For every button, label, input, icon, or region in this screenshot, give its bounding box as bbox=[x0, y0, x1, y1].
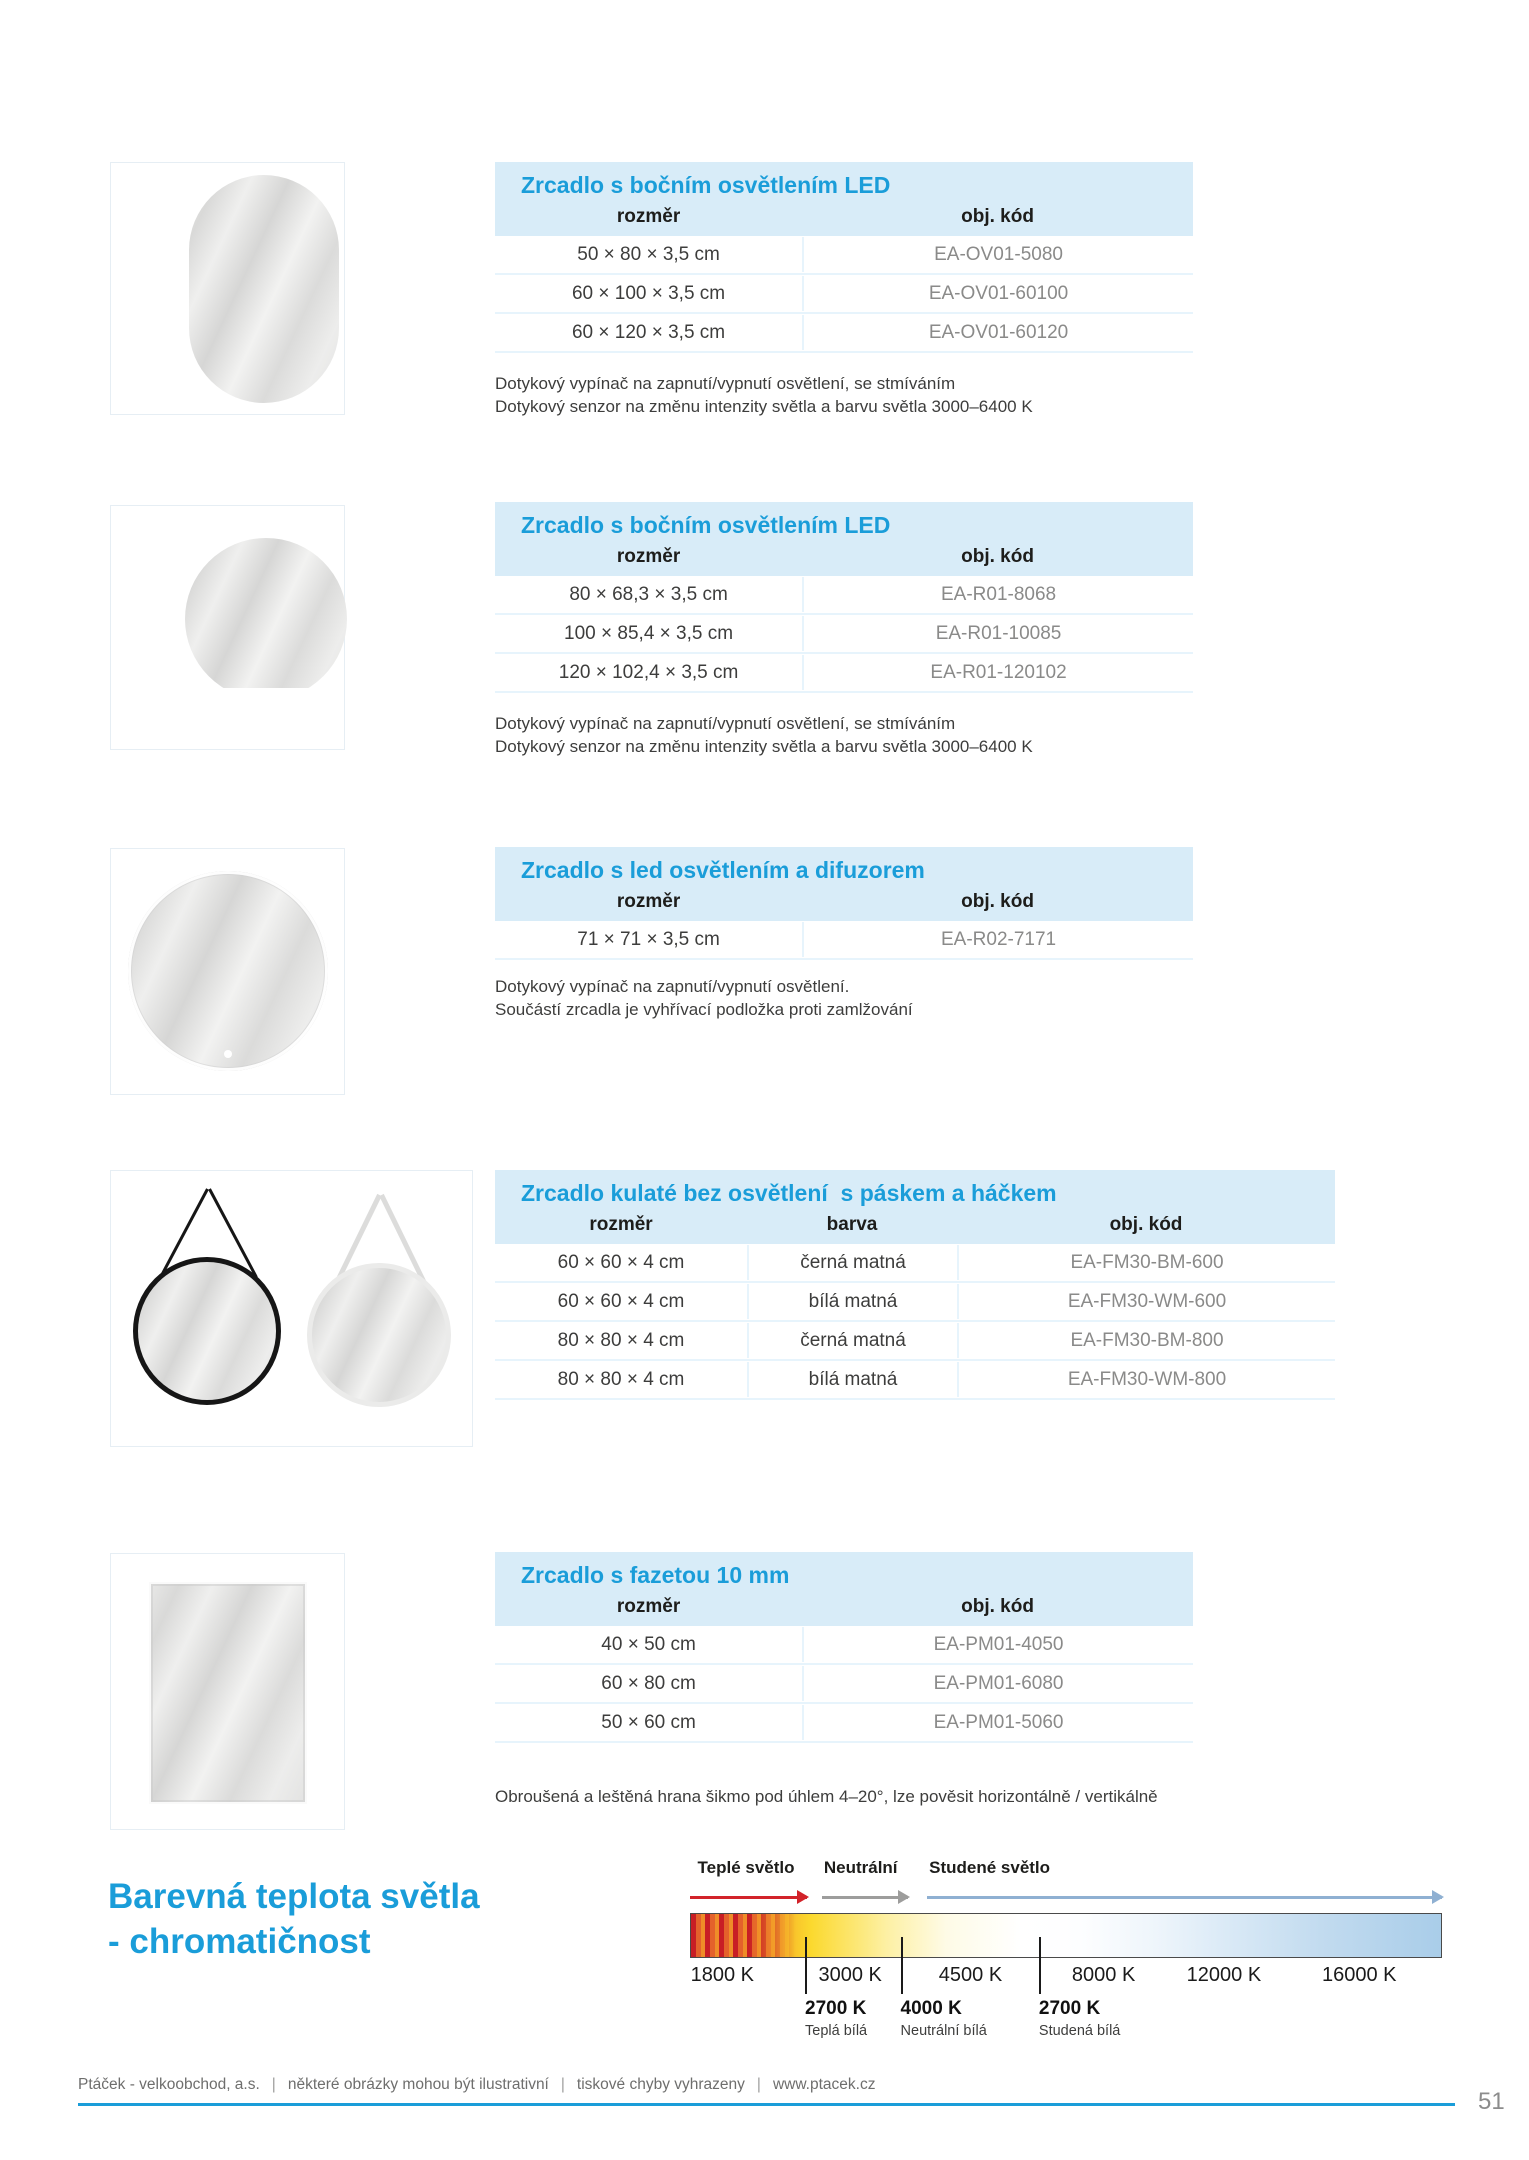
column-header-objkod: obj. kód bbox=[961, 1596, 1034, 1617]
touch-sensor-dot bbox=[224, 1050, 232, 1058]
code-cell: EA-PM01-4050 bbox=[802, 1627, 1193, 1662]
dimension-cell: 100 × 85,4 × 3,5 cm bbox=[564, 623, 734, 644]
code-cell: EA-PM01-5060 bbox=[802, 1705, 1193, 1740]
tick-sublabel: Studená bílá bbox=[1038, 2023, 1121, 2039]
product-photo-oval-mirror bbox=[110, 162, 345, 415]
table-row bbox=[495, 1665, 1193, 1704]
tick-4000k bbox=[901, 1937, 903, 1994]
product-photo-round-mirror bbox=[110, 848, 345, 1095]
tick-sublabel: Teplá bílá bbox=[805, 2023, 868, 2039]
dimension-cell: 60 × 60 × 4 cm bbox=[557, 1291, 685, 1312]
tick-value: 4000 K bbox=[900, 1998, 962, 2019]
zone-label-warm: Teplé světlo bbox=[697, 1858, 795, 1877]
heading-line-1: Barevná teplota světla bbox=[108, 1877, 480, 1916]
table-header-band bbox=[495, 1552, 1193, 1626]
table-row bbox=[495, 1361, 1335, 1400]
table-row bbox=[495, 576, 1193, 615]
color-temperature-scale bbox=[690, 1852, 1442, 2047]
product-table-2 bbox=[495, 502, 1193, 693]
column-header-rozmer: rozměr bbox=[616, 891, 681, 912]
product-title: Zrcadlo s fazetou 10 mm bbox=[521, 1562, 790, 1588]
product-note: Dotykový senzor na změnu intenzity světla a barvu světla 3000–6400 K bbox=[495, 737, 1033, 756]
code-cell: EA-FM30-WM-600 bbox=[957, 1284, 1335, 1319]
dimension-cell: 60 × 100 × 3,5 cm bbox=[571, 283, 726, 304]
product-title: Zrcadlo s led osvětlením a difuzorem bbox=[521, 857, 925, 883]
tick-sublabel: Neutrální bílá bbox=[900, 2023, 987, 2039]
product-note: Dotykový vypínač na zapnutí/vypnutí osvětlení, se stmíváním bbox=[495, 374, 956, 393]
product-note: Dotykový senzor na změnu intenzity světla a barvu světla 3000–6400 K bbox=[495, 397, 1033, 416]
table-row bbox=[495, 275, 1193, 314]
cold-arrow bbox=[927, 1896, 1442, 1899]
dimension-cell: 60 × 60 × 4 cm bbox=[557, 1252, 685, 1273]
code-cell: EA-FM30-BM-800 bbox=[957, 1323, 1335, 1358]
footer-company: Ptáček - velkoobchod, a.s. bbox=[78, 2076, 260, 2093]
column-header-rozmer: rozměr bbox=[589, 1214, 653, 1235]
column-header-objkod: obj. kód bbox=[961, 891, 1034, 912]
dimension-cell: 120 × 102,4 × 3,5 cm bbox=[558, 662, 739, 683]
product-table-4 bbox=[495, 1170, 1335, 1400]
footer-disclaimer-2: tiskové chyby vyhrazeny bbox=[576, 2076, 745, 2093]
semicircle-mirror-shape bbox=[185, 538, 347, 688]
code-cell: EA-OV01-60100 bbox=[802, 276, 1193, 311]
column-header-objkod: obj. kód bbox=[1109, 1214, 1183, 1235]
footer-separator bbox=[549, 2076, 577, 2093]
table-header-band bbox=[495, 502, 1193, 576]
code-cell: EA-R01-10085 bbox=[802, 616, 1193, 651]
scale-label: 16000 K bbox=[1322, 1964, 1397, 1986]
table-row bbox=[495, 921, 1193, 960]
product-title: Zrcadlo s bočním osvětlením LED bbox=[521, 512, 891, 538]
code-cell: EA-PM01-6080 bbox=[802, 1666, 1193, 1701]
code-cell: EA-R01-8068 bbox=[802, 577, 1193, 612]
footer bbox=[78, 2076, 875, 2094]
footer-website: www.ptacek.cz bbox=[772, 2076, 876, 2093]
code-cell: EA-FM30-BM-600 bbox=[957, 1245, 1335, 1280]
tick-value: 2700 K bbox=[1038, 1998, 1101, 2019]
product-photo-strap-mirrors bbox=[110, 1170, 473, 1447]
table-header-band bbox=[495, 847, 1193, 921]
column-header-rozmer: rozměr bbox=[616, 1596, 681, 1617]
column-header-objkod: obj. kód bbox=[961, 206, 1034, 227]
table-header-band bbox=[495, 1170, 1335, 1244]
temperature-gradient-bar bbox=[690, 1913, 1442, 1958]
table-row bbox=[495, 1283, 1335, 1322]
warm-arrow bbox=[690, 1896, 807, 1899]
product-notes bbox=[495, 372, 1033, 418]
dimension-cell: 80 × 80 × 4 cm bbox=[557, 1369, 685, 1390]
column-header-objkod: obj. kód bbox=[961, 546, 1034, 567]
product-notes bbox=[495, 975, 913, 1021]
color-cell: bílá matná bbox=[747, 1362, 957, 1397]
product-photo-rectangular-mirror bbox=[110, 1553, 345, 1830]
color-cell: černá matná bbox=[747, 1245, 957, 1280]
product-title: Zrcadlo kulaté bez osvětlení s páskem a háčkem bbox=[521, 1180, 1057, 1206]
table-row bbox=[495, 1322, 1335, 1361]
footer-separator bbox=[260, 2076, 288, 2093]
oval-mirror-image bbox=[189, 175, 339, 403]
neutral-arrow bbox=[822, 1896, 908, 1899]
product-note: Obroušená a leštěná hrana šikmo pod úhlem 4–20°, lze pověsit horizontálně / vertikálně bbox=[495, 1787, 1158, 1806]
section-heading-color-temperature bbox=[108, 1874, 480, 1964]
table-header-band bbox=[495, 162, 1193, 236]
dimension-cell: 50 × 60 cm bbox=[601, 1712, 696, 1733]
white-round-strap-mirror-image bbox=[307, 1263, 451, 1407]
code-cell: EA-R01-120102 bbox=[802, 655, 1193, 690]
warm-stripes bbox=[691, 1914, 796, 1957]
column-header-rozmer: rozměr bbox=[616, 206, 681, 227]
product-table-3 bbox=[495, 847, 1193, 960]
dimension-cell: 50 × 80 × 3,5 cm bbox=[577, 244, 720, 265]
scale-label: 3000 K bbox=[818, 1964, 882, 1986]
product-notes bbox=[495, 712, 1033, 758]
tick-2700k bbox=[805, 1937, 807, 1994]
table-row bbox=[495, 654, 1193, 693]
round-mirror-image bbox=[128, 871, 328, 1071]
product-note: Součástí zrcadla je vyhřívací podložka proti zamlžování bbox=[495, 1000, 913, 1019]
product-notes bbox=[495, 1785, 1158, 1808]
zone-label-neutral: Neutrální bbox=[823, 1858, 898, 1877]
color-cell: bílá matná bbox=[747, 1284, 957, 1319]
product-photo-semicircle-mirror bbox=[110, 505, 345, 750]
scale-label: 12000 K bbox=[1186, 1964, 1262, 1986]
product-table-5 bbox=[495, 1552, 1193, 1743]
scale-label: 8000 K bbox=[1071, 1964, 1136, 1986]
dimension-cell: 60 × 80 cm bbox=[601, 1673, 696, 1694]
table-row bbox=[495, 236, 1193, 275]
column-header-barva: barva bbox=[826, 1214, 878, 1235]
tick-cold-white bbox=[1039, 1937, 1041, 1994]
scale-label: 1800 K bbox=[690, 1964, 755, 1986]
tick-value: 2700 K bbox=[805, 1998, 867, 2019]
code-cell: EA-OV01-60120 bbox=[802, 315, 1193, 350]
footer-disclaimer-1: některé obrázky mohou být ilustrativní bbox=[287, 2076, 549, 2093]
table-row bbox=[495, 1626, 1193, 1665]
dimension-cell: 60 × 120 × 3,5 cm bbox=[571, 322, 726, 343]
table-row bbox=[495, 1244, 1335, 1283]
column-header-rozmer: rozměr bbox=[616, 546, 681, 567]
code-cell: EA-R02-7171 bbox=[802, 922, 1193, 957]
dimension-cell: 40 × 50 cm bbox=[601, 1634, 696, 1655]
dimension-cell: 71 × 71 × 3,5 cm bbox=[577, 929, 720, 950]
rectangular-mirror-image bbox=[149, 1582, 307, 1804]
black-round-strap-mirror-image bbox=[133, 1257, 281, 1405]
product-table-1 bbox=[495, 162, 1193, 353]
product-note: Dotykový vypínač na zapnutí/vypnutí osvětlení, se stmíváním bbox=[495, 714, 956, 733]
table-row bbox=[495, 615, 1193, 654]
color-cell: černá matná bbox=[747, 1323, 957, 1358]
zone-label-cold: Studené světlo bbox=[929, 1858, 1051, 1877]
scale-label: 4500 K bbox=[938, 1964, 1003, 1986]
table-row bbox=[495, 1704, 1193, 1743]
code-cell: EA-FM30-WM-800 bbox=[957, 1362, 1335, 1397]
heading-line-2: - chromatičnost bbox=[108, 1922, 371, 1961]
page-number: 51 bbox=[1478, 2088, 1505, 2115]
footer-accent-line bbox=[78, 2103, 1455, 2106]
table-row bbox=[495, 314, 1193, 353]
dimension-cell: 80 × 80 × 4 cm bbox=[557, 1330, 685, 1351]
code-cell: EA-OV01-5080 bbox=[802, 237, 1193, 272]
product-title: Zrcadlo s bočním osvětlením LED bbox=[521, 172, 891, 198]
footer-separator bbox=[745, 2076, 773, 2093]
semicircle-mirror-image bbox=[185, 538, 347, 688]
dimension-cell: 80 × 68,3 × 3,5 cm bbox=[569, 584, 728, 605]
product-note: Dotykový vypínač na zapnutí/vypnutí osvětlení. bbox=[495, 977, 850, 996]
